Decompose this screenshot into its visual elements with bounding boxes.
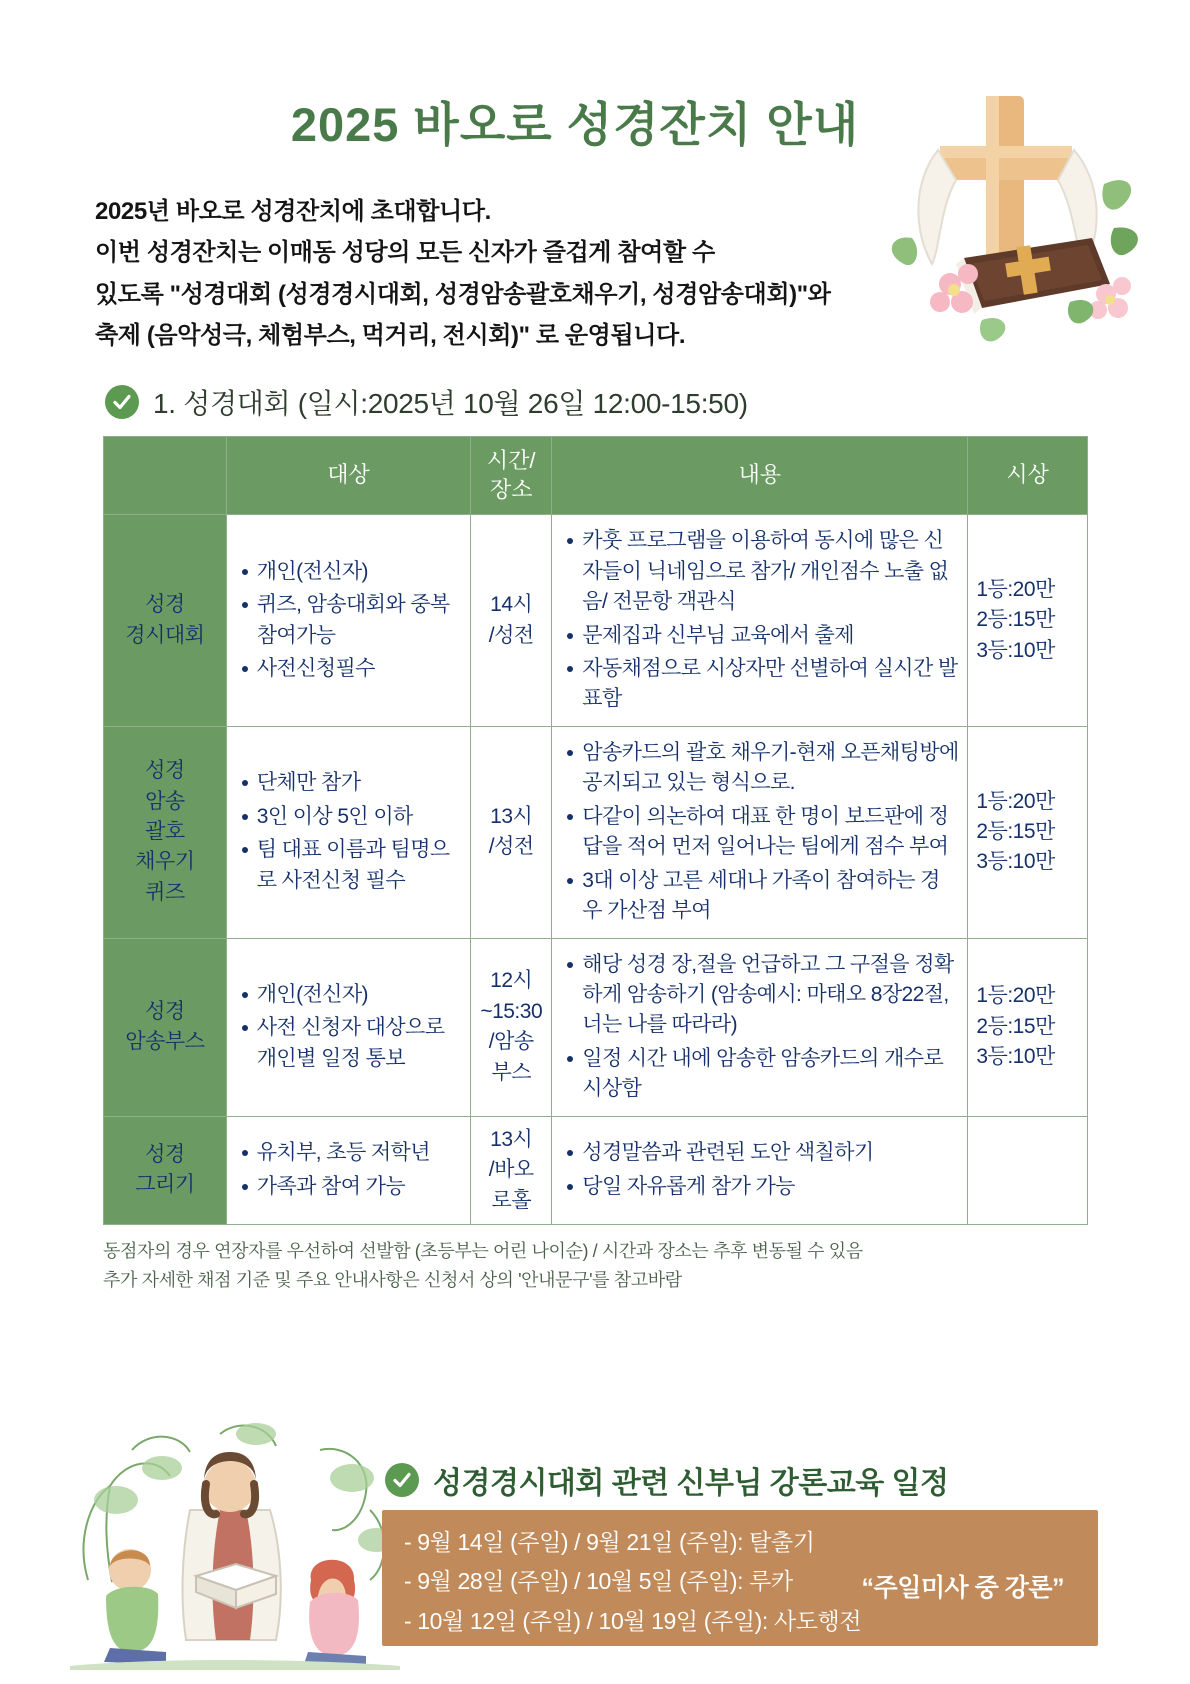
header-target: 대상 <box>226 437 470 515</box>
row3-prize <box>968 938 1088 1116</box>
row4-prize <box>968 1116 1088 1224</box>
row2-time-line1: 13시 <box>490 804 533 828</box>
row2-category-line2: 암송 <box>145 789 185 813</box>
row3-time-line2: ~15:30 <box>480 999 543 1023</box>
row2-time <box>471 726 552 938</box>
check-circle-icon <box>385 1463 419 1497</box>
homily-line-3: - 10월 12일 (주일) / 10월 19일 (주일): 사도행전 <box>404 1607 862 1634</box>
row1-content-2: 문제집과 신부님 교육에서 출제 <box>582 621 959 651</box>
row2-category-line3: 괄호 <box>145 819 185 843</box>
row1-prize <box>968 515 1088 727</box>
row3-target-2: 사전 신청자 대상으로 개인별 일정 통보 <box>257 1013 462 1074</box>
homily-line-2: - 9월 28일 (주일) / 10월 5일 (주일): 루카 <box>404 1568 793 1595</box>
section1-heading <box>105 382 1190 422</box>
row1-category-line2: 경시대회 <box>125 623 205 647</box>
row3-time-line1: 12시 <box>490 969 533 993</box>
row2-category-line5: 퀴즈 <box>145 880 185 904</box>
row4-time-line2: /바오 <box>488 1158 534 1182</box>
section2-heading <box>385 1440 1190 1502</box>
row4-time-line3: 로홀 <box>491 1188 532 1212</box>
header-time-line2: 장소 <box>489 476 533 502</box>
table-header-row <box>104 437 1088 515</box>
footnote-2: 추가 자세한 채점 기준 및 주요 안내사항은 신청서 상의 '안내문구'를 참고바람 <box>103 1269 682 1290</box>
row1-prize-3: 3등:10만 <box>976 638 1055 662</box>
row3-content-1: 해당 성경 장,절을 언급하고 그 구절을 정확하게 암송하기 (암송예시: 마태오 8장22절, 너는 나를 따라라) <box>582 950 959 1041</box>
table-footnotes <box>103 1237 1190 1295</box>
row3-target-1: 개인(전신자) <box>257 980 462 1010</box>
row4-time-line1: 13시 <box>490 1127 533 1151</box>
row3-category-line1: 성경 <box>145 999 185 1023</box>
row4-content-1: 성경말씀과 관련된 도안 색칠하기 <box>582 1138 959 1168</box>
header-time-place <box>471 437 552 515</box>
homily-schedule-section <box>0 1440 1190 1684</box>
row3-time-line3: /암송 <box>488 1030 534 1054</box>
row1-category <box>104 515 227 727</box>
row2-target-2: 3인 이상 5인 이하 <box>257 802 462 832</box>
page-title: 2025 바오로 성경잔치 안내 <box>290 98 860 151</box>
row3-content-2: 일정 시간 내에 암송한 암송카드의 개수로 시상함 <box>582 1044 959 1105</box>
row1-content-1: 카훗 프로그램을 이용하여 동시에 많은 신자들이 닉네임으로 참가/ 개인점수 노출 없음/ 전문항 객관식 <box>582 526 959 617</box>
section2-title: 성경경시대회 관련 신부님 강론교육 일정 <box>433 1467 949 1500</box>
row2-content-3: 3대 이상 고른 세대나 가족이 참여하는 경우 가산점 부여 <box>582 866 959 927</box>
row2-prize <box>968 726 1088 938</box>
row4-category <box>104 1116 227 1224</box>
row1-target-2: 퀴즈, 암송대회와 중복 참여가능 <box>257 590 462 651</box>
row3-contents <box>552 938 968 1116</box>
row4-category-line1: 성경 <box>145 1142 185 1166</box>
row3-time <box>471 938 552 1116</box>
row1-content-3: 자동채점으로 시상자만 선별하여 실시간 발표함 <box>582 654 959 715</box>
footnote-1: 동점자의 경우 연장자를 우선하여 선발함 (초등부는 어린 나이순) / 시간과 장소는 추후 변동될 수 있음 <box>103 1241 863 1261</box>
row1-contents <box>552 515 968 727</box>
intro-line-2: 이번 성경잔치는 이매동 성당의 모든 신자가 즐겁게 참여할 수 <box>95 239 715 267</box>
row3-category-line2: 암송부스 <box>125 1030 205 1054</box>
row2-prize-3: 3등:10만 <box>976 850 1055 874</box>
intro-line-1: 2025년 바오로 성경잔치에 초대합니다. <box>95 198 491 225</box>
row1-time <box>471 515 552 727</box>
homily-schedule-box <box>382 1510 1098 1646</box>
row2-contents <box>552 726 968 938</box>
check-circle-icon <box>105 385 139 419</box>
row3-prize-3: 3등:10만 <box>976 1045 1055 1069</box>
section1-title: 1. 성경대회 (일시:2025년 10월 26일 12:00-15:50) <box>153 388 748 420</box>
row2-target-1: 단체만 참가 <box>257 768 462 798</box>
row2-time-line2: /성전 <box>488 835 534 859</box>
row1-time-line1: 14시 <box>490 593 533 617</box>
row4-target-2: 가족과 참여 가능 <box>257 1172 462 1202</box>
row2-targets <box>226 726 470 938</box>
row4-contents <box>552 1116 968 1224</box>
row2-target-3: 팀 대표 이름과 팀명으로 사전신청 필수 <box>257 835 462 896</box>
row2-category-line1: 성경 <box>145 759 185 783</box>
row2-category <box>104 726 227 938</box>
row3-targets <box>226 938 470 1116</box>
table-row <box>104 938 1088 1116</box>
row3-time-line4: 부스 <box>491 1060 532 1084</box>
row3-category <box>104 938 227 1116</box>
row4-category-line2: 그리기 <box>135 1173 195 1197</box>
row1-category-line1: 성경 <box>145 593 185 617</box>
competition-schedule-table <box>103 436 1088 1225</box>
intro-line-3: 있도록 "성경대회 (성경경시대회, 성경암송괄호채우기, 성경암송대회)"와 <box>95 280 831 308</box>
row2-prize-2: 2등:15만 <box>976 819 1055 843</box>
table-row <box>104 726 1088 938</box>
cross-bible-illustration <box>878 88 1148 358</box>
row2-prize-1: 1등:20만 <box>976 789 1055 813</box>
header-time-line1: 시간/ <box>486 448 536 474</box>
row2-category-line4: 채우기 <box>135 850 195 874</box>
homily-quote: “주일미사 중 강론” <box>861 1574 1064 1602</box>
table-row <box>104 1116 1088 1224</box>
homily-line-1: - 9월 14일 (주일) / 9월 21일 (주일): 탈출기 <box>404 1529 815 1555</box>
intro-line-4: 축제 (음악성극, 체험부스, 먹거리, 전시회)" 로 운영됩니다. <box>95 321 686 349</box>
header-blank <box>104 437 227 515</box>
row1-targets <box>226 515 470 727</box>
row1-target-1: 개인(전신자) <box>257 557 462 587</box>
header-content: 내용 <box>552 437 968 515</box>
table-row <box>104 515 1088 727</box>
row2-content-1: 암송카드의 괄호 채우기-현재 오픈채팅방에 공지되고 있는 형식으로. <box>582 738 959 799</box>
row4-content-2: 당일 자유롭게 참가 가능 <box>582 1172 959 1202</box>
row1-prize-2: 2등:15만 <box>976 608 1055 632</box>
intro-paragraph <box>95 191 885 356</box>
header-prize: 시상 <box>968 437 1088 515</box>
row4-targets <box>226 1116 470 1224</box>
row1-prize-1: 1등:20만 <box>976 577 1055 601</box>
row4-time <box>471 1116 552 1224</box>
row1-time-line2: /성전 <box>488 623 534 647</box>
row2-content-2: 다같이 의논하여 대표 한 명이 보드판에 정답을 적어 먼저 일어나는 팀에게 점수 부여 <box>582 802 959 863</box>
row3-prize-2: 2등:15만 <box>976 1014 1055 1038</box>
row4-target-1: 유치부, 초등 저학년 <box>257 1138 462 1168</box>
row1-target-3: 사전신청필수 <box>257 654 462 684</box>
row3-prize-1: 1등:20만 <box>976 984 1055 1008</box>
